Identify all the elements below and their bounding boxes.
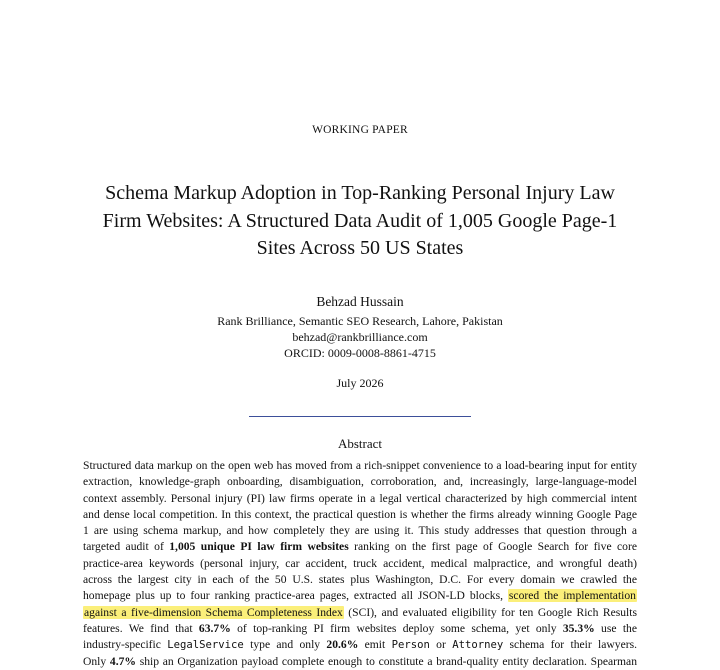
abstract-text: schema for their lawyers. — [503, 638, 638, 652]
abstract-line — [83, 572, 637, 588]
abstract-line — [83, 458, 637, 474]
bold-finding: 1,005 unique PI law firm websites — [169, 540, 349, 554]
divider-rule — [249, 416, 471, 417]
abstract-text: or — [429, 638, 453, 652]
abstract-text: features. We find that — [83, 621, 199, 635]
bold-finding: 63.7% — [198, 621, 231, 635]
schema-type-code: LegalService — [167, 639, 244, 652]
author-orcid: ORCID: 0009-0008-8861-4715 — [284, 346, 436, 360]
abstract-text: (SCI), and evaluated eligibility for ten Google Rich Results — [343, 605, 637, 619]
abstract-line — [83, 621, 637, 637]
author-name: Behzad Hussain — [316, 294, 404, 309]
abstract-text: ranking on the first page of Google Search for five core — [348, 540, 637, 554]
paper-title — [70, 180, 650, 263]
abstract-text: across the largest city in each of the 50 U.S. states plus Washington, D.C. For every domain we crawled the — [83, 573, 637, 587]
abstract-line — [83, 474, 637, 490]
bold-finding: 4.7% — [109, 654, 136, 668]
schema-type-code: Person — [391, 639, 430, 652]
bold-finding: 35.3% — [562, 621, 595, 635]
abstract-line — [83, 605, 637, 621]
abstract-text: type and only — [243, 638, 327, 652]
abstract-text: targeted audit of — [83, 540, 170, 554]
abstract-line — [83, 654, 637, 670]
abstract-text: of top-ranking PI firm websites deploy some schema, yet only — [230, 621, 563, 635]
abstract-line — [83, 523, 637, 539]
author-email[interactable]: behzad@rankbrilliance.com — [292, 330, 428, 344]
abstract-heading: Abstract — [337, 436, 383, 451]
abstract-text: Only — [83, 654, 110, 668]
title-line: Firm Websites: A Structured Data Audit of 1,005 Google Page-1 — [102, 209, 618, 232]
abstract-line — [83, 539, 637, 555]
abstract-text: ship an Organization payload complete enough to constitute a brand-quality entity declaration. Spearman — [136, 654, 637, 668]
title-line: Schema Markup Adoption in Top-Ranking Personal Injury Law — [105, 182, 615, 204]
abstract-line — [83, 491, 637, 507]
schema-type-code: Attorney — [452, 639, 504, 652]
abstract-text: use the — [594, 621, 637, 635]
abstract-line — [83, 507, 637, 523]
paper-label: WORKING PAPER — [312, 124, 408, 136]
abstract-text: Structured data markup on the open web has moved from a rich-snippet convenience to a load-bearing input for entity — [83, 459, 637, 472]
abstract-text: homepage plus up to four ranking practice-area pages, extracted all JSON-LD blocks, — [83, 589, 508, 603]
highlighted-text: against a five-dimension Schema Completeness Index — [84, 605, 343, 619]
author-affiliation: Rank Brilliance, Semantic SEO Research, Lahore, Pakistan — [217, 314, 503, 328]
title-line: Sites Across 50 US States — [256, 237, 464, 259]
abstract-text: and dense local competition. In this context, the practical question is whether the firms already winning Google Page — [83, 507, 637, 521]
abstract-text: context assembly. Personal injury (PI) law firms operate in a legal vertical characterized by high commercial intent — [83, 491, 637, 505]
abstract-text: 1 are using schema markup, and how completely they are using it. This study addresses that question through a — [83, 524, 637, 538]
abstract-line — [83, 588, 637, 604]
abstract-text: extraction, knowledge-graph onboarding, disambiguation, corroboration, and, increasingly, large-language-model — [83, 475, 637, 489]
paper-date: July 2026 — [336, 376, 384, 390]
bold-finding: 20.6% — [326, 638, 359, 652]
abstract-text: practice-area keywords (personal injury, car accident, truck accident, medical malpractice, and wrongful death) — [83, 556, 637, 570]
abstract-text: emit — [358, 638, 392, 652]
abstract-line — [83, 556, 637, 572]
highlighted-text: scored the implementation — [508, 589, 636, 603]
abstract-body — [83, 458, 637, 670]
abstract-text: industry-specific — [83, 638, 168, 652]
abstract-line — [83, 637, 637, 653]
